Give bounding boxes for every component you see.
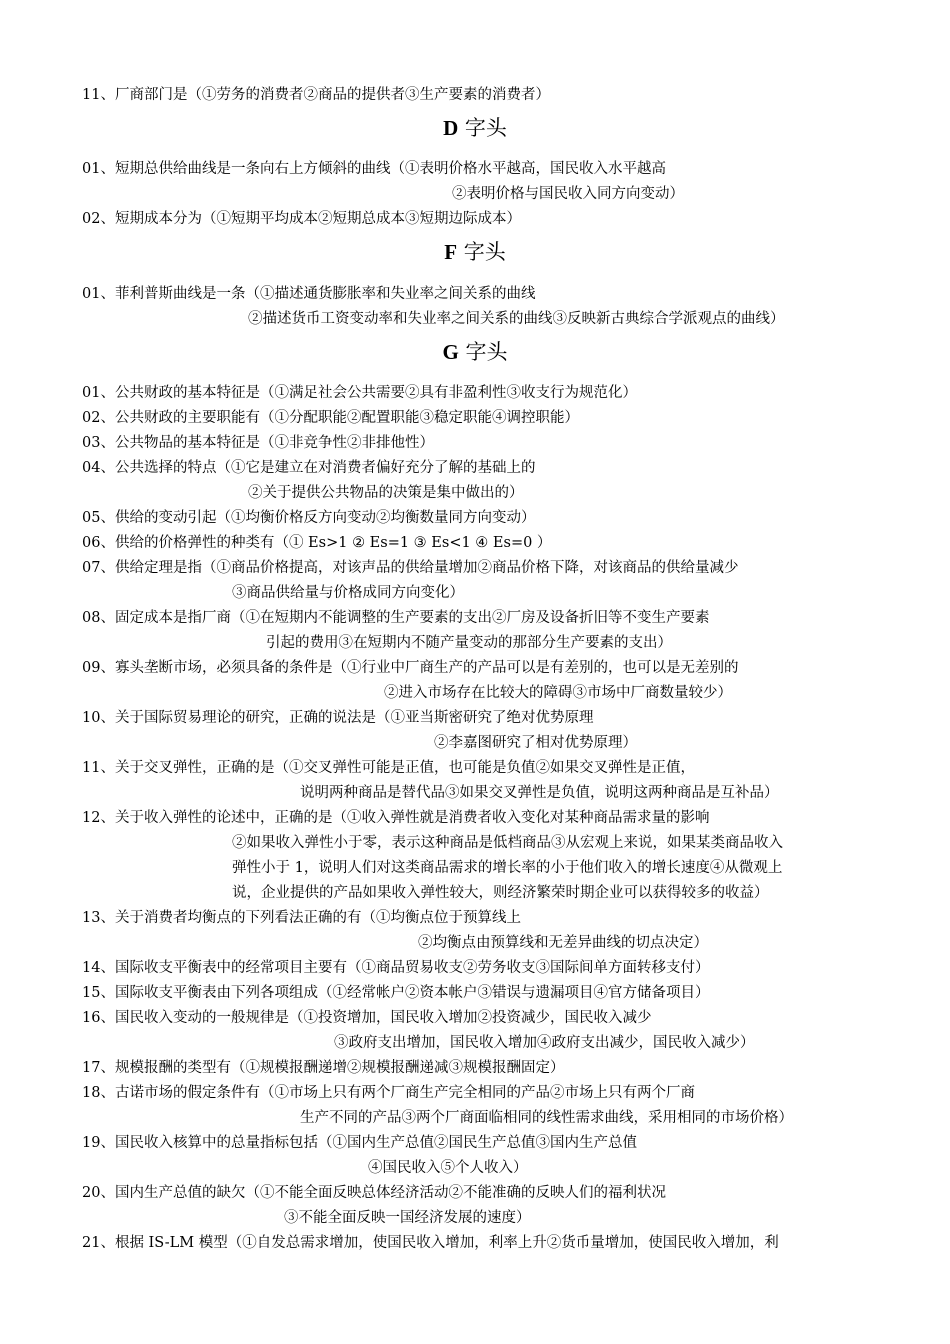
list-item-continuation: ③政府支出增加，国民收入增加④政府支出减少，国民收入减少） xyxy=(334,1035,755,1051)
list-item-continuation: ③商品供给量与价格成同方向变化） xyxy=(232,585,464,601)
list-item-continuation: ②关于提供公共物品的决策是集中做出的） xyxy=(248,485,524,501)
list-item-continuation: 说明两种商品是替代品③如果交叉弹性是负值，说明这两种商品是互补品） xyxy=(300,785,779,801)
list-item-continuation: 说，企业提供的产品如果收入弹性较大，则经济繁荣时期企业可以获得较多的收益） xyxy=(232,885,769,901)
list-item: 21、根据 IS-LM 模型（①自发总需求增加，使国民收入增加，利率上升②货币量增加，使国民收入增加，利 xyxy=(82,1235,779,1251)
list-item: 12、关于收入弹性的论述中，正确的是（①收入弹性就是消费者收入变化对某种商品需求量的影响 xyxy=(82,810,710,826)
section-heading-f: F 字头 xyxy=(444,240,506,264)
list-item: 18、古诺市场的假定条件有（①市场上只有两个厂商生产完全相同的产品②市场上只有两个厂商 xyxy=(82,1085,695,1101)
list-item: 10、关于国际贸易理论的研究，正确的说法是（①亚当斯密研究了绝对优势原理 xyxy=(82,710,594,726)
list-item: 19、国民收入核算中的总量指标包括（①国内生产总值②国民生产总值③国内生产总值 xyxy=(82,1135,637,1151)
list-item: 02、短期成本分为（①短期平均成本②短期总成本③短期边际成本） xyxy=(82,211,521,227)
list-item-continuation: 生产不同的产品③两个厂商面临相同的线性需求曲线，采用相同的市场价格） xyxy=(300,1110,793,1126)
list-item-continuation: ②表明价格与国民收入同方向变动） xyxy=(452,186,684,202)
list-item: 01、菲利普斯曲线是一条（①描述通货膨胀率和失业率之间关系的曲线 xyxy=(82,286,536,302)
list-item: 11、关于交叉弹性，正确的是（①交叉弹性可能是正值，也可能是负值②如果交叉弹性是正值， xyxy=(82,760,695,776)
list-item: 20、国内生产总值的缺欠（①不能全面反映总体经济活动②不能准确的反映人们的福利状况 xyxy=(82,1185,666,1201)
list-item-continuation: ②描述货币工资变动率和失业率之间关系的曲线③反映新古典综合学派观点的曲线） xyxy=(248,311,785,327)
list-item: 02、公共财政的主要职能有（①分配职能②配置职能③稳定职能④调控职能） xyxy=(82,410,579,426)
section-heading-g: G 字头 xyxy=(442,340,508,364)
list-item-continuation: ②均衡点由预算线和无差异曲线的切点决定） xyxy=(418,935,708,951)
list-item: 07、供给定理是指（①商品价格提高，对该声品的供给量增加②商品价格下降，对该商品的供给量减少 xyxy=(82,560,739,576)
list-item: 16、国民收入变动的一般规律是（①投资增加，国民收入增加②投资减少，国民收入减少 xyxy=(82,1010,652,1026)
list-item-continuation: ②如果收入弹性小于零，表示这种商品是低档商品③从宏观上来说，如果某类商品收入 xyxy=(232,835,783,851)
list-item-continuation: 弹性小于 1，说明人们对这类商品需求的增长率的小于他们收入的增长速度④从微观上 xyxy=(232,860,783,876)
list-item-continuation: ②进入市场存在比较大的障碍③市场中厂商数量较少） xyxy=(384,685,732,701)
list-item: 08、固定成本是指厂商（①在短期内不能调整的生产要素的支出②厂房及设备折旧等不变生产要素 xyxy=(82,610,710,626)
list-item: 05、供给的变动引起（①均衡价格反方向变动②均衡数量同方向变动） xyxy=(82,510,536,526)
list-item: 11、厂商部门是（①劳务的消费者②商品的提供者③生产要素的消费者） xyxy=(82,87,550,103)
list-item: 15、国际收支平衡表由下列各项组成（①经常帐户②资本帐户③错误与遗漏项目④官方储备项目） xyxy=(82,985,710,1001)
list-item: 14、国际收支平衡表中的经常项目主要有（①商品贸易收支②劳务收支③国际间单方面转移支付） xyxy=(82,960,710,976)
list-item: 04、公共选择的特点（①它是建立在对消费者偏好充分了解的基础上的 xyxy=(82,460,536,476)
list-item-continuation: ②李嘉图研究了相对优势原理） xyxy=(434,735,637,751)
list-item: 13、关于消费者均衡点的下列看法正确的有（①均衡点位于预算线上 xyxy=(82,910,521,926)
list-item: 09、寡头垄断市场，必须具备的条件是（①行业中厂商生产的产品可以是有差别的，也可以是无差别的 xyxy=(82,660,739,676)
list-item-continuation: 引起的费用③在短期内不随产量变动的那部分生产要素的支出） xyxy=(266,635,672,651)
list-item-continuation: ③不能全面反映一国经济发展的速度） xyxy=(284,1210,531,1226)
list-item: 01、短期总供给曲线是一条向右上方倾斜的曲线（①表明价格水平越高，国民收入水平越高 xyxy=(82,161,666,177)
list-item: 06、供给的价格弹性的种类有（① Es>1 ② Es=1 ③ Es<1 ④ Es=0 ） xyxy=(82,535,552,551)
list-item: 17、规模报酬的类型有（①规模报酬递增②规模报酬递减③规模报酬固定） xyxy=(82,1060,565,1076)
list-item: 03、公共物品的基本特征是（①非竞争性②非排他性） xyxy=(82,435,434,451)
list-item: 01、公共财政的基本特征是（①满足社会公共需要②具有非盈利性③收支行为规范化） xyxy=(82,385,637,401)
section-heading-d: D 字头 xyxy=(443,116,507,140)
list-item-continuation: ④国民收入⑤个人收入） xyxy=(368,1160,528,1176)
